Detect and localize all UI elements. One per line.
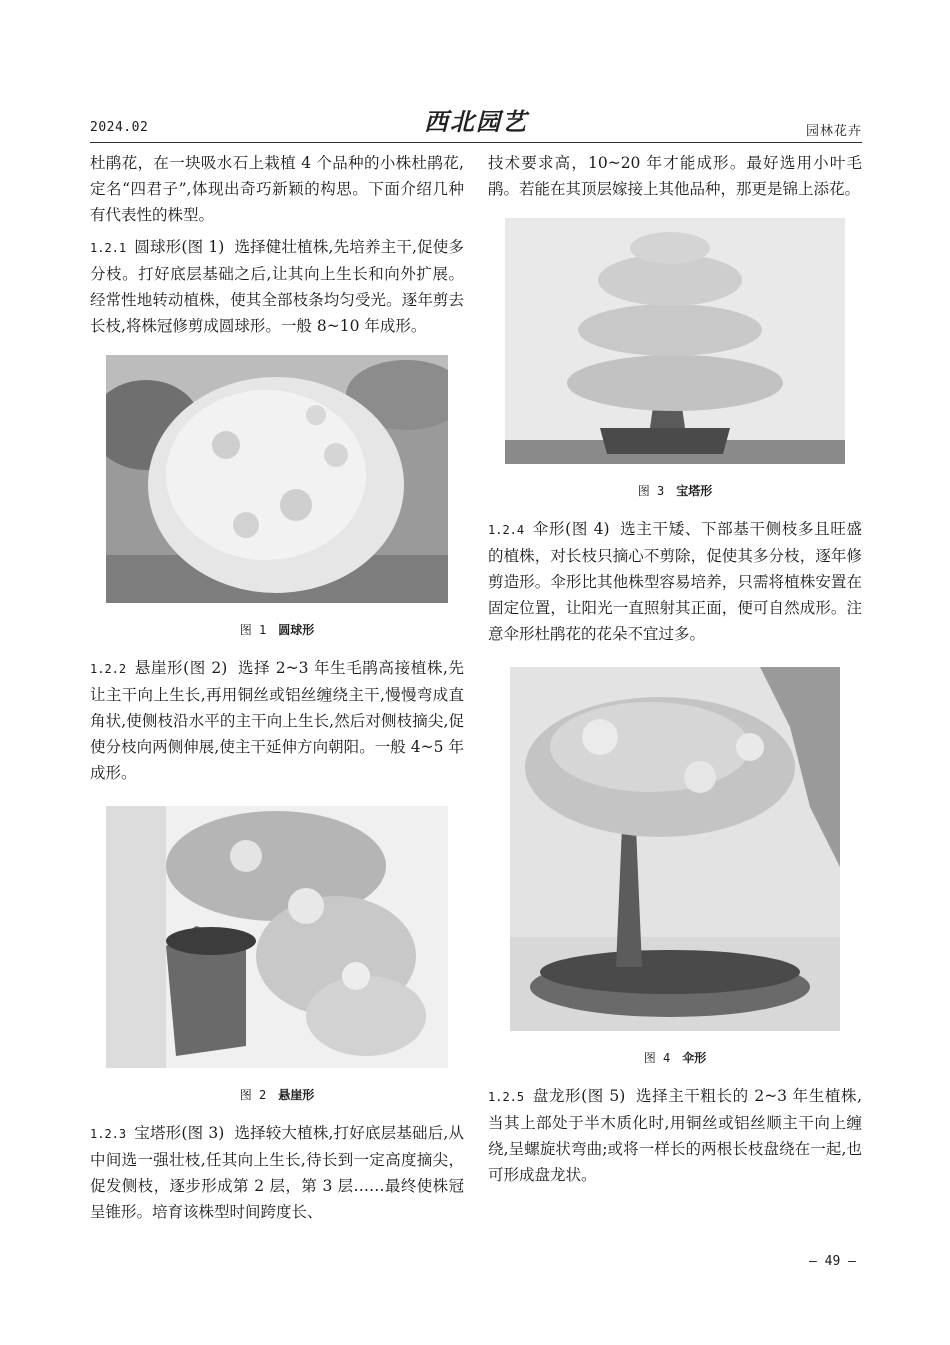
figure-title: 伞形 (682, 1051, 707, 1065)
section-title: 圆球形(图 1) (134, 238, 225, 256)
section-1-2-4 (488, 516, 862, 647)
section-number: 1.2.1 (90, 241, 127, 255)
section-number: 1.2.5 (488, 1090, 525, 1104)
left-column (90, 150, 464, 1225)
section-number: 1.2.2 (90, 662, 127, 676)
figure-2-image (106, 806, 448, 1068)
section-title: 悬崖形(图 2) (134, 659, 228, 677)
section-text: 选择健壮植株,先培养主干,促使多分枝。打好底层基础之后,让其向上生长和向外扩展。经常性地转动植株，使其全部枝条均匀受光。逐年剪去长枝,将株冠修剪成圆球形。一般 8~10 年成形。 (90, 238, 464, 335)
section-1-2-1 (90, 234, 464, 339)
figure-4 (488, 667, 862, 1071)
figure-1-caption (90, 617, 464, 643)
figure-3-caption (488, 478, 862, 504)
section-text: 选主干矮、下部基干侧枝多且旺盛的植株，对长枝只摘心不剪除，促使其多分枝，逐年修剪造形。伞形比其他株型容易培养，只需将植株安置在固定位置，让阳光一直照射其正面，便可自然成形。注意伞形杜鹃花的花朵不宜过多。 (488, 520, 862, 643)
figure-1 (90, 355, 464, 643)
figure-3 (488, 218, 862, 504)
figure-2 (90, 806, 464, 1108)
continued-paragraph: 技术要求高，10~20 年才能成形。最好选用小叶毛鹃。若能在其顶层嫁接上其他品种，那更是锦上添花。 (488, 154, 862, 198)
section-text: 选择较大植株,打好底层基础后,从中间选一强壮枝,任其向上生长,待长到一定高度摘尖，促发侧枝，逐步形成第 2 层，第 3 层……最终使株冠呈锥形。培育该株型时间跨度长、 (90, 1124, 464, 1221)
section-name: 园林花卉 (805, 124, 862, 139)
header-rule (90, 142, 862, 143)
figure-4-caption (488, 1045, 862, 1071)
right-column (488, 150, 862, 1188)
section-text: 选择主干粗长的 2~3 年生植株,当其上部处于半木质化时,用铜丝或铝丝顺主干向上缠绕,呈螺旋状弯曲;或将一样长的两根长枝盘绕在一起,也可形成盘龙状。 (488, 1087, 862, 1184)
section-title: 宝塔形(图 3) (134, 1124, 225, 1142)
figure-3-image (505, 218, 845, 464)
section-title: 盘龙形(图 5) (532, 1087, 626, 1105)
section-text: 选择 2~3 年生毛鹃高接植株,先让主干向上生长,再用铜丝或铝丝缠绕主干,慢慢弯成直角状,使侧枝沿水平的主干向上生长,然后对侧枝摘尖,促使分枝向两侧伸展,使主干延伸方向朝阳。一般 4~5 年成形。 (90, 659, 464, 782)
figure-number: 图 2 (239, 1088, 267, 1102)
page-header (90, 100, 862, 140)
section-number: 1.2.4 (488, 523, 525, 537)
figure-number: 图 1 (239, 623, 267, 637)
issue-date: 2024.02 (90, 120, 149, 135)
figure-2-caption (90, 1082, 464, 1108)
figure-title: 宝塔形 (676, 484, 713, 498)
figure-number: 图 4 (643, 1051, 671, 1065)
intro-paragraph: 杜鹃花，在一块吸水石上栽植 4 个品种的小株杜鹃花,定名“四君子”,体现出奇巧新颖的构思。下面介绍几种有代表性的株型。 (90, 154, 464, 224)
figure-title: 圆球形 (278, 623, 315, 637)
journal-logo: 西北园艺 (424, 107, 528, 136)
figure-1-image (106, 355, 448, 603)
section-number: 1.2.3 (90, 1127, 127, 1141)
section-1-2-5 (488, 1083, 862, 1188)
section-1-2-3 (90, 1120, 464, 1225)
page-number: — 49 — (809, 1254, 856, 1269)
section-title: 伞形(图 4) (532, 520, 610, 538)
figure-number: 图 3 (637, 484, 665, 498)
section-1-2-2 (90, 655, 464, 786)
figure-title: 悬崖形 (278, 1088, 315, 1102)
figure-4-image (510, 667, 840, 1031)
